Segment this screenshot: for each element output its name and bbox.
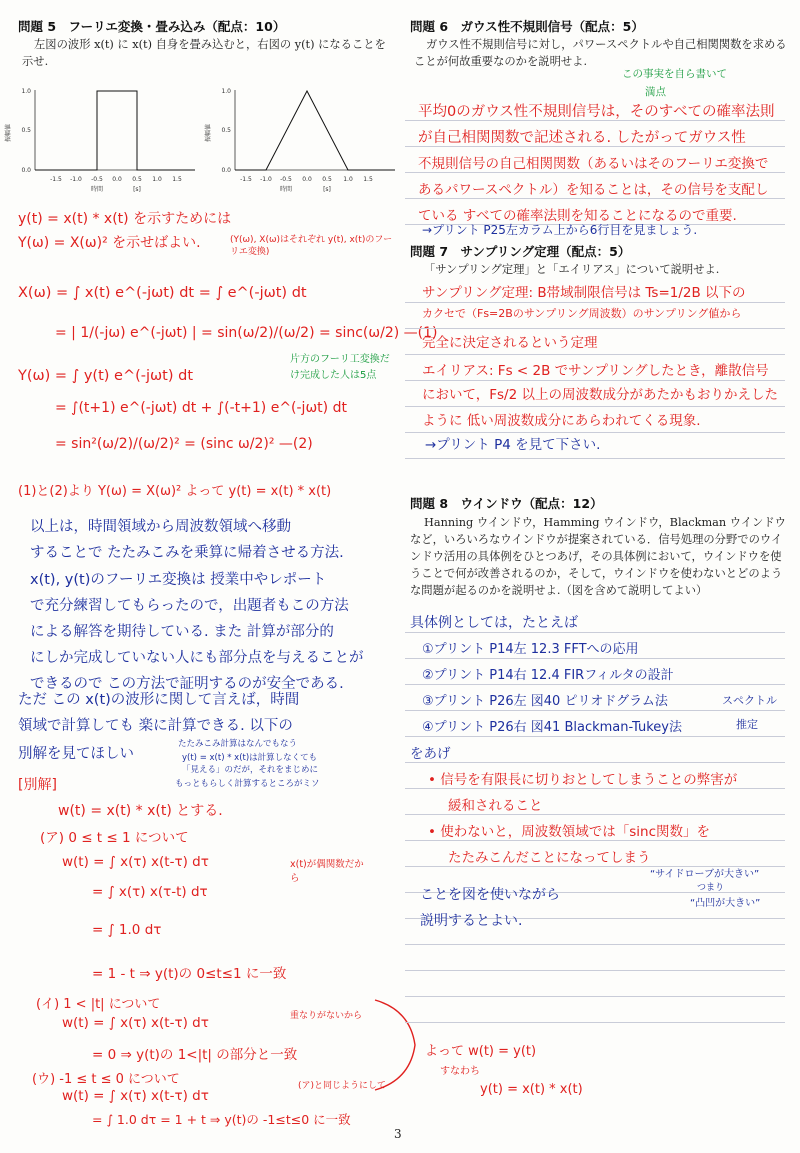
q5-hw-line: (イ) 1 < |t| について bbox=[36, 997, 161, 1012]
q8-hw-bullet: • 使わないと，周波数領域では「sinc関数」を bbox=[428, 824, 711, 840]
q5-conclusion: y(t) = x(t) * x(t) bbox=[480, 1082, 583, 1097]
q5-hw-line: (ア) 0 ≤ t ≤ 1 について bbox=[40, 830, 189, 846]
q5-hw-blue: 以上は，時間領域から周波数領域へ移動 bbox=[30, 519, 291, 535]
q5-hw-line: w(t) = ∫ x(τ) x(t-τ) dτ bbox=[62, 854, 209, 870]
svg-text:0.5: 0.5 bbox=[21, 127, 31, 134]
q7-hw-line: ように 低い周波数成分にあらわれてくる現象. bbox=[422, 413, 701, 429]
q5-hw-blue: 領域で計算しても 楽に計算できる. 以下の bbox=[18, 718, 293, 734]
q5-hw-blue: で充分練習してもらったので，出題者もこの方法 bbox=[30, 598, 349, 614]
plot-right-ylabel: 振幅値 bbox=[205, 123, 212, 143]
q8-title: 問題 8 ウインドウ（配点：12） bbox=[410, 496, 603, 511]
q5-hw-line: = sin²(ω/2)/(ω/2)² = (sinc ω/2)² —(2) bbox=[55, 436, 313, 452]
q5-hw-line: y(t) = x(t) * x(t) を示すためには bbox=[18, 211, 232, 227]
svg-text:0.0: 0.0 bbox=[112, 176, 122, 183]
q5-plot-right bbox=[200, 78, 400, 203]
q7-hw-line: サンプリング定理: B帯域制限信号は Ts=1/2B 以下の bbox=[422, 285, 746, 301]
q7-body: 「サンプリング定理」と「エイリアス」について説明せよ. bbox=[424, 263, 720, 276]
q8-hw-bullet: • 信号を有限長に切りおとしてしまうことの弊害が bbox=[428, 772, 738, 788]
q7-hw-line: において，Fs/2 以上の周波数成分があたかもおりかえした bbox=[422, 387, 778, 403]
q6-green-note: 満点 bbox=[645, 86, 666, 98]
q5-hw-green-note: 片方のフーリ工変換だけ完成した人は5点 bbox=[290, 354, 390, 381]
q8-hw-note: つまり bbox=[697, 883, 725, 893]
q7-title: 問題 7 サンプリング定理（配点：5） bbox=[410, 244, 631, 259]
q6-hw-line: あるパワースペクトル）を知ることは，その信号を支配し bbox=[418, 182, 769, 198]
q5-conclusion: すなわち bbox=[440, 1066, 480, 1077]
q5-hw-line: Y(ω) = X(ω)² を示せばよい. bbox=[18, 235, 201, 251]
q5-hw-blue: にしか完成していない人にも部分点を与えることが bbox=[30, 650, 364, 666]
q8-hw-item: ①プリント P14左 12.3 FFTへの応用 bbox=[422, 642, 639, 657]
q5-hw-note: (ア)と同じようにして bbox=[298, 1081, 387, 1091]
svg-text:-1.5: -1.5 bbox=[240, 176, 252, 183]
svg-text:1.0: 1.0 bbox=[221, 88, 231, 95]
plot-left-ylabel: 振幅値 bbox=[5, 123, 12, 143]
svg-text:[s]: [s] bbox=[323, 186, 331, 193]
q7-hw-ref: →プリント P4 を見て下さい. bbox=[425, 437, 601, 453]
q5-hw-line: = ∫(t+1) e^(-jωt) dt + ∫(-t+1) e^(-jωt) dt bbox=[55, 400, 347, 416]
svg-text:0.5: 0.5 bbox=[221, 127, 231, 134]
q8-hw-line: ことを図を使いながら bbox=[420, 887, 560, 903]
svg-text:1.0: 1.0 bbox=[152, 176, 162, 183]
page-number: 3 bbox=[394, 1127, 402, 1141]
svg-text:[s]: [s] bbox=[133, 186, 141, 193]
q5-hw-blue: 別解を見てほしい bbox=[18, 746, 134, 762]
q8-hw-item: ②プリント P14右 12.4 FIRフィルタの設計 bbox=[422, 668, 674, 683]
q6-body: ガウス性不規則信号に対し，パワースペクトルや自己相関関数を求めることが何故重要なのかを説明せよ. bbox=[414, 38, 787, 68]
svg-text:時間: 時間 bbox=[90, 186, 104, 193]
q5-title: 問題 5 フーリエ変換・畳み込み（配点：10） bbox=[18, 19, 286, 34]
q5-hw-note: 重なりがないから bbox=[290, 1011, 363, 1021]
q5-alt-heading: [別解] bbox=[18, 777, 57, 793]
q8-hw-item: ③プリント P26左 図40 ピリオドグラム法 bbox=[422, 694, 668, 709]
q5-hw-line: (1)と(2)より Y(ω) = X(ω)² よって y(t) = x(t) * x(t) bbox=[18, 484, 332, 499]
svg-text:0.0: 0.0 bbox=[221, 167, 231, 174]
q5-conclusion: よって w(t) = y(t) bbox=[425, 1044, 537, 1059]
svg-text:-0.5: -0.5 bbox=[280, 176, 292, 183]
q5-hw-blue: ただ この x(t)の波形に関して言えば，時間 bbox=[18, 692, 300, 708]
q8-hw-note: スペクトル bbox=[722, 694, 777, 707]
q5-hw-line: = 1 - t ⇒ y(t)の 0≤t≤1 に一致 bbox=[92, 966, 287, 982]
q7-hw-line: エイリアス: Fs < 2B でサンプリングしたとき，離散信号 bbox=[422, 363, 769, 379]
q5-hw-blue: できるので この方法で証明するのが安全である. bbox=[30, 676, 344, 692]
q8-hw-item: ④プリント P26右 図41 Blackman-Tukey法 bbox=[422, 720, 682, 735]
q8-hw-note: “サイドローブが大きい” bbox=[650, 869, 760, 880]
svg-text:1.5: 1.5 bbox=[363, 176, 373, 183]
q6-hw-line: 平均0のガウス性不規則信号は，そのすべての確率法則 bbox=[418, 104, 775, 120]
q5-hw-line: w(t) = x(t) * x(t) とする. bbox=[58, 803, 223, 819]
q8-hw-line: をあげ bbox=[410, 746, 451, 762]
q5-hw-line: = ∫ 1.0 dτ = 1 + t ⇒ y(t)の -1≤t≤0 に一致 bbox=[92, 1112, 351, 1127]
svg-text:1.0: 1.0 bbox=[21, 88, 31, 95]
q5-hw-line: = 0 ⇒ y(t)の 1<|t| の部分と一致 bbox=[92, 1047, 298, 1063]
q5-hw-line: X(ω) = ∫ x(t) e^(-jωt) dt = ∫ e^(-jωt) dt bbox=[18, 285, 307, 301]
q6-hw-line: が自己相関関数で記述される. したがってガウス性 bbox=[418, 130, 746, 146]
svg-text:0.5: 0.5 bbox=[132, 176, 142, 183]
q5-plot-left bbox=[0, 78, 200, 203]
svg-text:1.0: 1.0 bbox=[343, 176, 353, 183]
svg-text:-0.5: -0.5 bbox=[91, 176, 103, 183]
q8-hw-line: 具体例としては，たとえば bbox=[410, 615, 578, 631]
q5-hw-line: (ウ) -1 ≤ t ≤ 0 について bbox=[32, 1072, 180, 1087]
q5-hw-note: (Y(ω), X(ω)はそれぞれ y(t), x(t)のフーリエ変換) bbox=[230, 235, 393, 257]
svg-text:0.0: 0.0 bbox=[21, 167, 31, 174]
q5-hw-line: = | 1/(-jω) e^(-jωt) | = sin(ω/2)/(ω/2) = sinc(ω/2) —(1) bbox=[55, 325, 438, 341]
q7-hw-line: カクセで（Fs=2Bのサンプリング周波数）のサンプリング値から bbox=[422, 307, 742, 320]
q8-hw-bullet: 緩和されること bbox=[448, 798, 543, 814]
q8-hw-bullet: たたみこんだことになってしまう bbox=[448, 850, 651, 866]
svg-text:1.5: 1.5 bbox=[172, 176, 182, 183]
q5-hw-line: = ∫ x(τ) x(τ-t) dτ bbox=[92, 884, 208, 900]
q5-hw-note: x(t)が偶関数だから bbox=[290, 859, 364, 884]
q5-bracket-note-1: たたみこみ計算はなんでもなう bbox=[178, 739, 298, 749]
q5-bracket-note-3: 「見える」のだが，それをまじめに bbox=[182, 765, 319, 775]
q5-bracket-note-2: y(t) = x(t) * x(t)は計算しなくても bbox=[182, 753, 318, 763]
q6-green-note: この事実を自ら書いて bbox=[622, 68, 727, 80]
q8-hw-note: “凸凹が大きい” bbox=[690, 898, 761, 909]
q6-hw-ref: →プリント P25左カラム上から6行目を見ましょう. bbox=[422, 223, 698, 237]
q8-hw-line: 説明するとよい. bbox=[420, 913, 523, 929]
q5-body: 左図の波形 x(t) に x(t) 自身を畳み込むと，右図の y(t) になることを示せ. bbox=[22, 38, 386, 68]
svg-text:-1.0: -1.0 bbox=[70, 176, 82, 183]
q5-hw-line: w(t) = ∫ x(τ) x(t-τ) dτ bbox=[62, 1015, 209, 1031]
svg-text:-1.0: -1.0 bbox=[260, 176, 272, 183]
svg-text:-1.5: -1.5 bbox=[50, 176, 62, 183]
q5-hw-line: Y(ω) = ∫ y(t) e^(-jωt) dt bbox=[18, 368, 194, 384]
q5-hw-blue: による解答を期待している. また 計算が部分的 bbox=[30, 624, 334, 640]
q7-hw-line: 完全に決定されるという定理 bbox=[422, 335, 598, 351]
q6-title: 問題 6 ガウス性不規則信号（配点：5） bbox=[410, 19, 644, 34]
q6-hw-line: 不規則信号の自己相関関数（あるいはそのフーリエ変換で bbox=[418, 156, 769, 172]
q5-hw-line: w(t) = ∫ x(τ) x(t-τ) dτ bbox=[62, 1088, 209, 1104]
q5-bracket-note-4: もっともらしく計算するところがミソ bbox=[175, 779, 320, 789]
q5-hw-line: = ∫ 1.0 dτ bbox=[92, 922, 162, 938]
q8-body: Hanning ウインドウ，Hamming ウインドウ，Blackman ウインドウなど，いろいろなウインドウが提案されている．信号処理の分野でのウインドウ活用の具体例をひとつあげ，その具体例において，ウインドウを使うことで何が改善されるのか，そして，ウインドウを使わないとどのような問題が起るのかを説明せよ.（図を含めて説明してよい） bbox=[410, 516, 786, 597]
q5-hw-blue: x(t), y(t)のフーリエ変換は 授業中やレポート bbox=[30, 572, 327, 588]
q6-hw-line: ている すべての確率法則を知ることになるので重要. bbox=[418, 208, 737, 224]
q8-hw-note: 推定 bbox=[736, 718, 758, 731]
svg-text:0.5: 0.5 bbox=[322, 176, 332, 183]
svg-text:0.0: 0.0 bbox=[302, 176, 312, 183]
q5-hw-blue: することで たたみこみを乗算に帰着させる方法. bbox=[30, 545, 344, 561]
svg-text:時間: 時間 bbox=[279, 186, 293, 193]
